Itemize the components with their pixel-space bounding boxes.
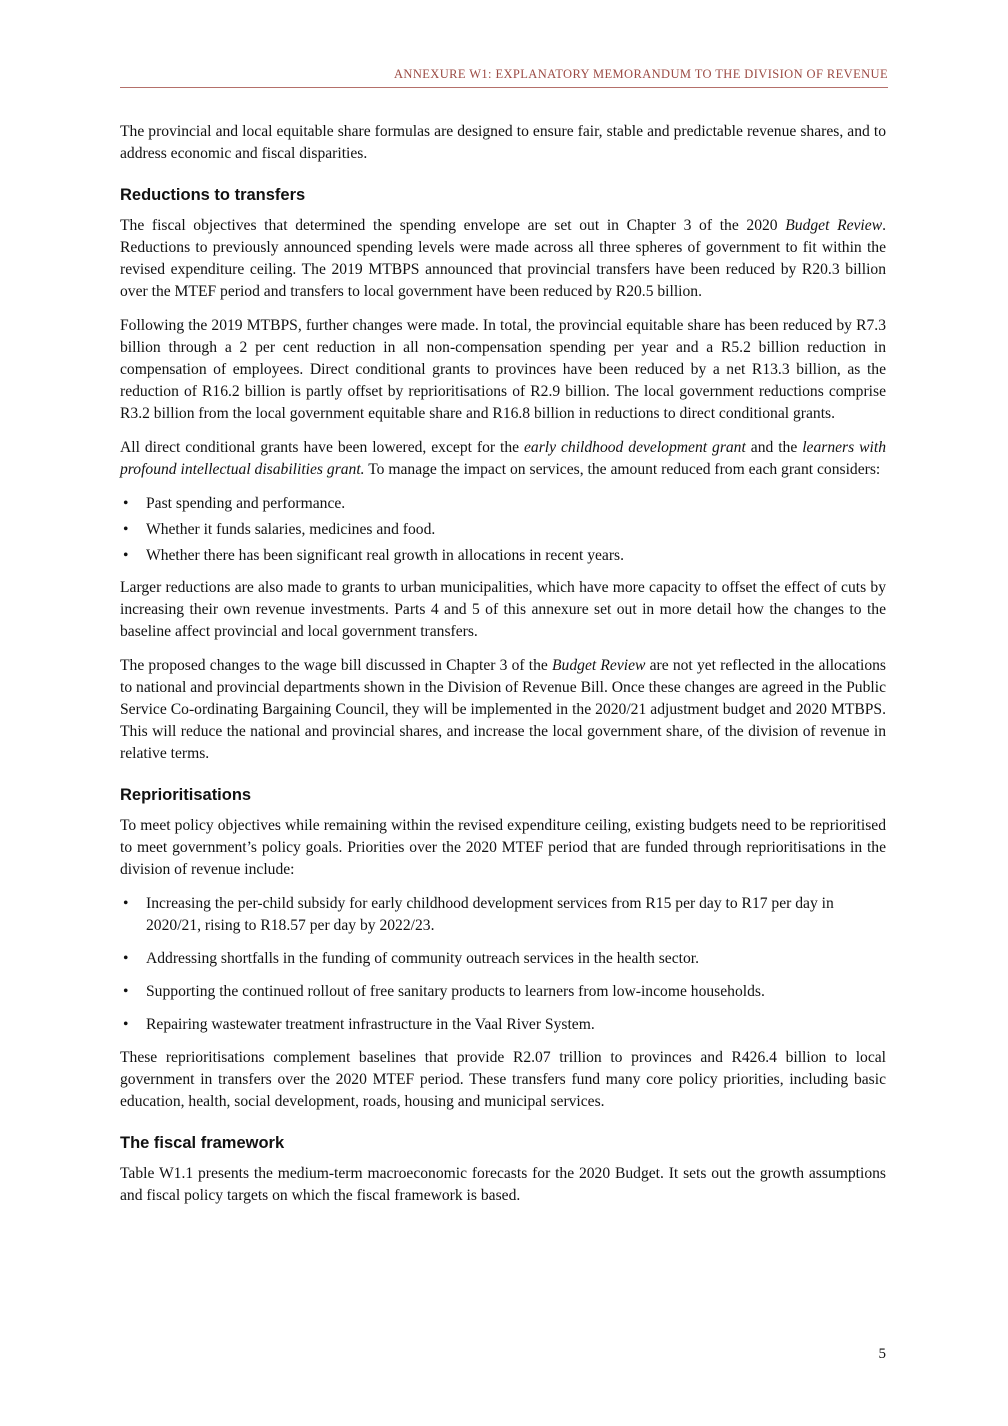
text-run: . Reductions to previously announced spending levels were made across all three spheres of government to fit within the revised expenditure ceiling. The 2019 MTBPS announced that provincial transfers have been reduced by R20.3 billion over the MTEF period and transfers to local government have been reduced by R20.5 billion.	[120, 217, 886, 300]
reprioritisations-paragraph-1: To meet policy objectives while remaining within the revised expenditure ceiling, existing budgets need to be reprioritised to meet government’s policy goals. Priorities over the 2020 MTEF period that are funded through reprioritisations in the division of revenue include:	[120, 817, 886, 878]
italic-title: Budget Review	[785, 217, 883, 234]
bullet-icon: •	[123, 1016, 129, 1033]
section-heading-fiscal-framework: The fiscal framework	[120, 1134, 285, 1152]
list-item-text: Supporting the continued rollout of free sanitary products to learners from low-income households.	[146, 983, 765, 1000]
page-number: 5	[878, 1346, 886, 1362]
list-item-text: Repairing wastewater treatment infrastructure in the Vaal River System.	[146, 1016, 595, 1033]
bullet-icon: •	[123, 983, 129, 1000]
reductions-bullet-list	[120, 493, 886, 567]
reductions-paragraph-3	[120, 437, 886, 481]
bullet-icon: •	[123, 521, 129, 538]
list-item-text: Past spending and performance.	[146, 495, 346, 512]
fiscal-framework-paragraph: Table W1.1 presents the medium-term macroeconomic forecasts for the 2020 Budget. It sets out the growth assumptions and fiscal policy targets on which the fiscal framework is based.	[120, 1165, 886, 1204]
text-run: The fiscal objectives that determined the spending envelope are set out in Chapter 3 of the 2020	[120, 217, 786, 234]
reductions-paragraph-2: Following the 2019 MTBPS, further changes were made. In total, the provincial equitable share has been reduced by R7.3 billion through a 2 per cent reduction in all non-compensation spending per year and a R5.2 billion reduction in compensation of employees. Direct conditional grants to provinces have been reduced by a net R13.3 billion, as the reduction of R16.2 billion is partly offset by reprioritisations of R2.9 billion. The local government reductions comprise R3.2 billion from the local government equitable share and R16.8 billion in reductions to direct conditional grants.	[120, 317, 886, 422]
reductions-paragraph-1	[120, 215, 886, 303]
text-run: and the	[745, 439, 803, 456]
list-item	[120, 893, 886, 937]
list-item	[120, 1014, 886, 1036]
bullet-icon: •	[123, 547, 129, 564]
list-item	[120, 545, 886, 567]
italic-title: Budget Review	[552, 657, 646, 674]
bullet-icon: •	[123, 950, 129, 967]
header-divider	[120, 87, 888, 88]
list-item	[120, 519, 886, 541]
list-item-text: Whether there has been significant real growth in allocations in recent years.	[146, 547, 625, 564]
bullet-icon: •	[123, 895, 129, 912]
text-run: All direct conditional grants have been lowered, except for the	[120, 439, 524, 456]
text-run: are not yet reflected in the allocations to national and provincial departments shown in the Division of Revenue Bill. Once these changes are agreed in the Public Service Co-ordinating Bargaining Council, they will be implemented in the 2020/21 adjustment budget and 2020 MTBPS. This will reduce the national and provincial shares, and increase the local government share, of the division of revenue in relative terms.	[120, 657, 886, 762]
section-heading-reprioritisations: Reprioritisations	[120, 786, 252, 804]
list-item	[120, 948, 886, 970]
italic-grant-name: learners with profound intellectual disabilities grant.	[120, 439, 886, 478]
list-item-text: Addressing shortfalls in the funding of community outreach services in the health sector.	[146, 950, 700, 967]
italic-grant-name: early childhood development grant	[524, 439, 746, 456]
page-body	[120, 121, 886, 1219]
list-item	[120, 981, 886, 1003]
reprioritisations-bullet-list	[120, 893, 886, 1036]
text-run: To manage the impact on services, the amount reduced from each grant considers:	[364, 461, 881, 478]
running-header: ANNEXURE W1: EXPLANATORY MEMORANDUM TO THE DIVISION OF REVENUE	[393, 67, 888, 81]
intro-paragraph: The provincial and local equitable share formulas are designed to ensure fair, stable and predictable revenue shares, and to address economic and fiscal disparities.	[120, 123, 886, 162]
text-run: The proposed changes to the wage bill discussed in Chapter 3 of the	[120, 657, 553, 674]
bullet-icon: •	[123, 495, 129, 512]
list-item-text: Increasing the per-child subsidy for early childhood development services from R15 per day to R17 per day in 2020/21, rising to R18.57 per day by 2022/23.	[146, 895, 834, 934]
list-item-text: Whether it funds salaries, medicines and food.	[146, 521, 436, 538]
list-item	[120, 493, 886, 515]
reprioritisations-paragraph-2: These reprioritisations complement baselines that provide R2.07 trillion to provinces and R426.4 billion to local government in transfers over the 2020 MTEF period. These transfers fund many core policy priorities, including basic education, health, social development, roads, housing and municipal services.	[120, 1049, 886, 1110]
reductions-paragraph-5	[120, 655, 886, 765]
reductions-paragraph-4: Larger reductions are also made to grants to urban municipalities, which have more capacity to offset the effect of cuts by increasing their own revenue investments. Parts 4 and 5 of this annexure set out in more detail how the changes to the baseline affect provincial and local government transfers.	[120, 579, 886, 640]
section-heading-reductions: Reductions to transfers	[120, 186, 306, 204]
